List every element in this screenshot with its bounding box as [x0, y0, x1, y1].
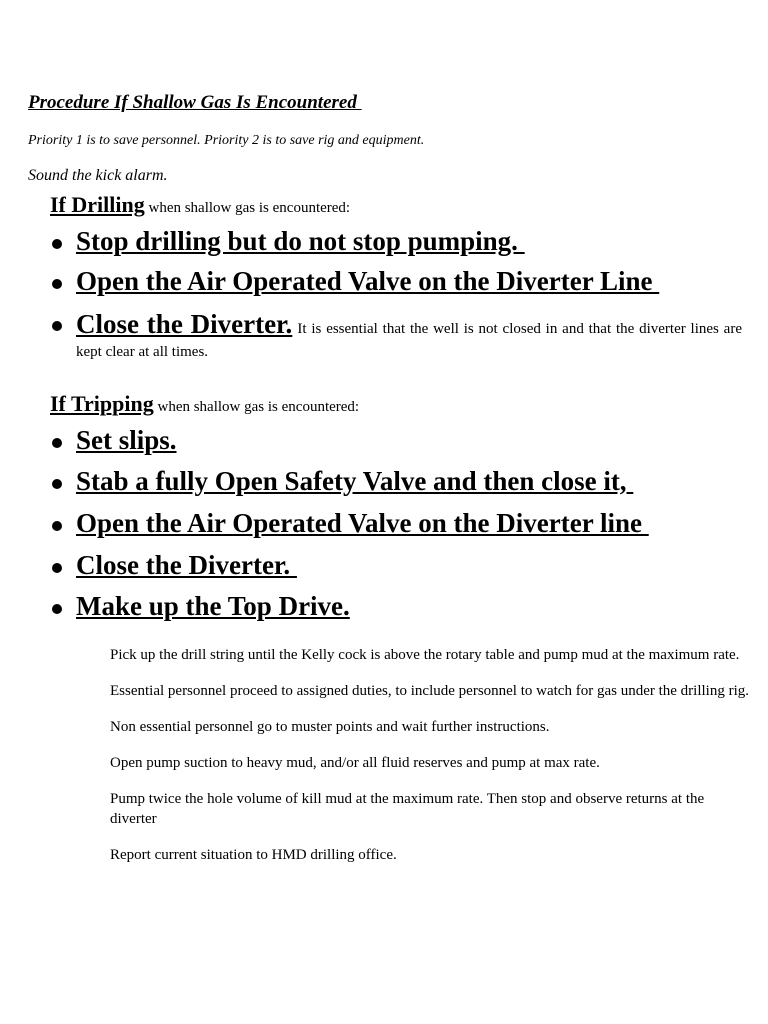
- bullet-icon: [52, 239, 62, 249]
- list-item: [50, 308, 742, 362]
- bullet-icon: [52, 479, 62, 489]
- bullet-icon: [52, 604, 62, 614]
- drilling-actions-list: [50, 226, 742, 362]
- step-paragraph: Essential personnel proceed to assigned duties, to include personnel to watch for gas under the drilling rig.: [110, 683, 750, 699]
- tripping-heading-tail: when shallow gas is encountered:: [153, 399, 360, 415]
- drilling-action: Open the Air Operated Valve on the Diverter Line: [76, 266, 660, 296]
- step-paragraph: Pump twice the hole volume of kill mud at the maximum rate. Then stop and observe returns at the diverter: [110, 791, 705, 827]
- tripping-action: Make up the Top Drive.: [76, 591, 350, 621]
- list-item: [50, 226, 742, 266]
- list-item: [50, 425, 742, 466]
- drilling-heading-tail: when shallow gas is encountered:: [144, 200, 351, 216]
- tripping-action: Open the Air Operated Valve on the Diverter line: [76, 508, 649, 538]
- bullet-icon: [52, 438, 62, 448]
- tripping-action: Close the Diverter.: [76, 550, 297, 580]
- drilling-heading-lead: If Drilling: [50, 192, 145, 217]
- step-paragraph: Pick up the drill string until the Kelly cock is above the rotary table and pump mud at the maximum rate.: [110, 647, 740, 663]
- list-item: [50, 591, 742, 632]
- tripping-action: Stab a fully Open Safety Valve and then close it,: [76, 466, 634, 496]
- list-item: [50, 466, 742, 508]
- bullet-icon: [52, 279, 62, 289]
- bullet-icon: [52, 521, 62, 531]
- step-paragraph: Non essential personnel go to muster points and wait further instructions.: [110, 719, 550, 735]
- document-title: Procedure If Shallow Gas Is Encountered: [28, 92, 362, 113]
- drilling-action: Close the Diverter.: [76, 309, 293, 339]
- tripping-section-heading: [50, 391, 359, 417]
- step-paragraph: Open pump suction to heavy mud, and/or all fluid reserves and pump at max rate.: [110, 755, 600, 771]
- tripping-heading-lead: If Tripping: [50, 391, 154, 416]
- list-item: [50, 550, 742, 591]
- kick-alarm-instruction: Sound the kick alarm.: [28, 167, 168, 184]
- list-item: [50, 266, 742, 308]
- list-item: [50, 508, 742, 550]
- drilling-note: It is essential that the well is not closed in and that the diverter lines are kept clear at all times.: [76, 321, 742, 360]
- drilling-section-heading: [50, 192, 350, 218]
- bullet-icon: [52, 563, 62, 573]
- step-paragraph: Report current situation to HMD drilling office.: [110, 847, 397, 863]
- tripping-actions-list: [50, 425, 742, 632]
- bullet-icon: [52, 321, 62, 331]
- priority-statement: Priority 1 is to save personnel. Priority 2 is to save rig and equipment.: [28, 133, 425, 148]
- followup-steps: [110, 645, 750, 881]
- tripping-action: Set slips.: [76, 425, 177, 455]
- drilling-action: Stop drilling but do not stop pumping.: [76, 226, 525, 256]
